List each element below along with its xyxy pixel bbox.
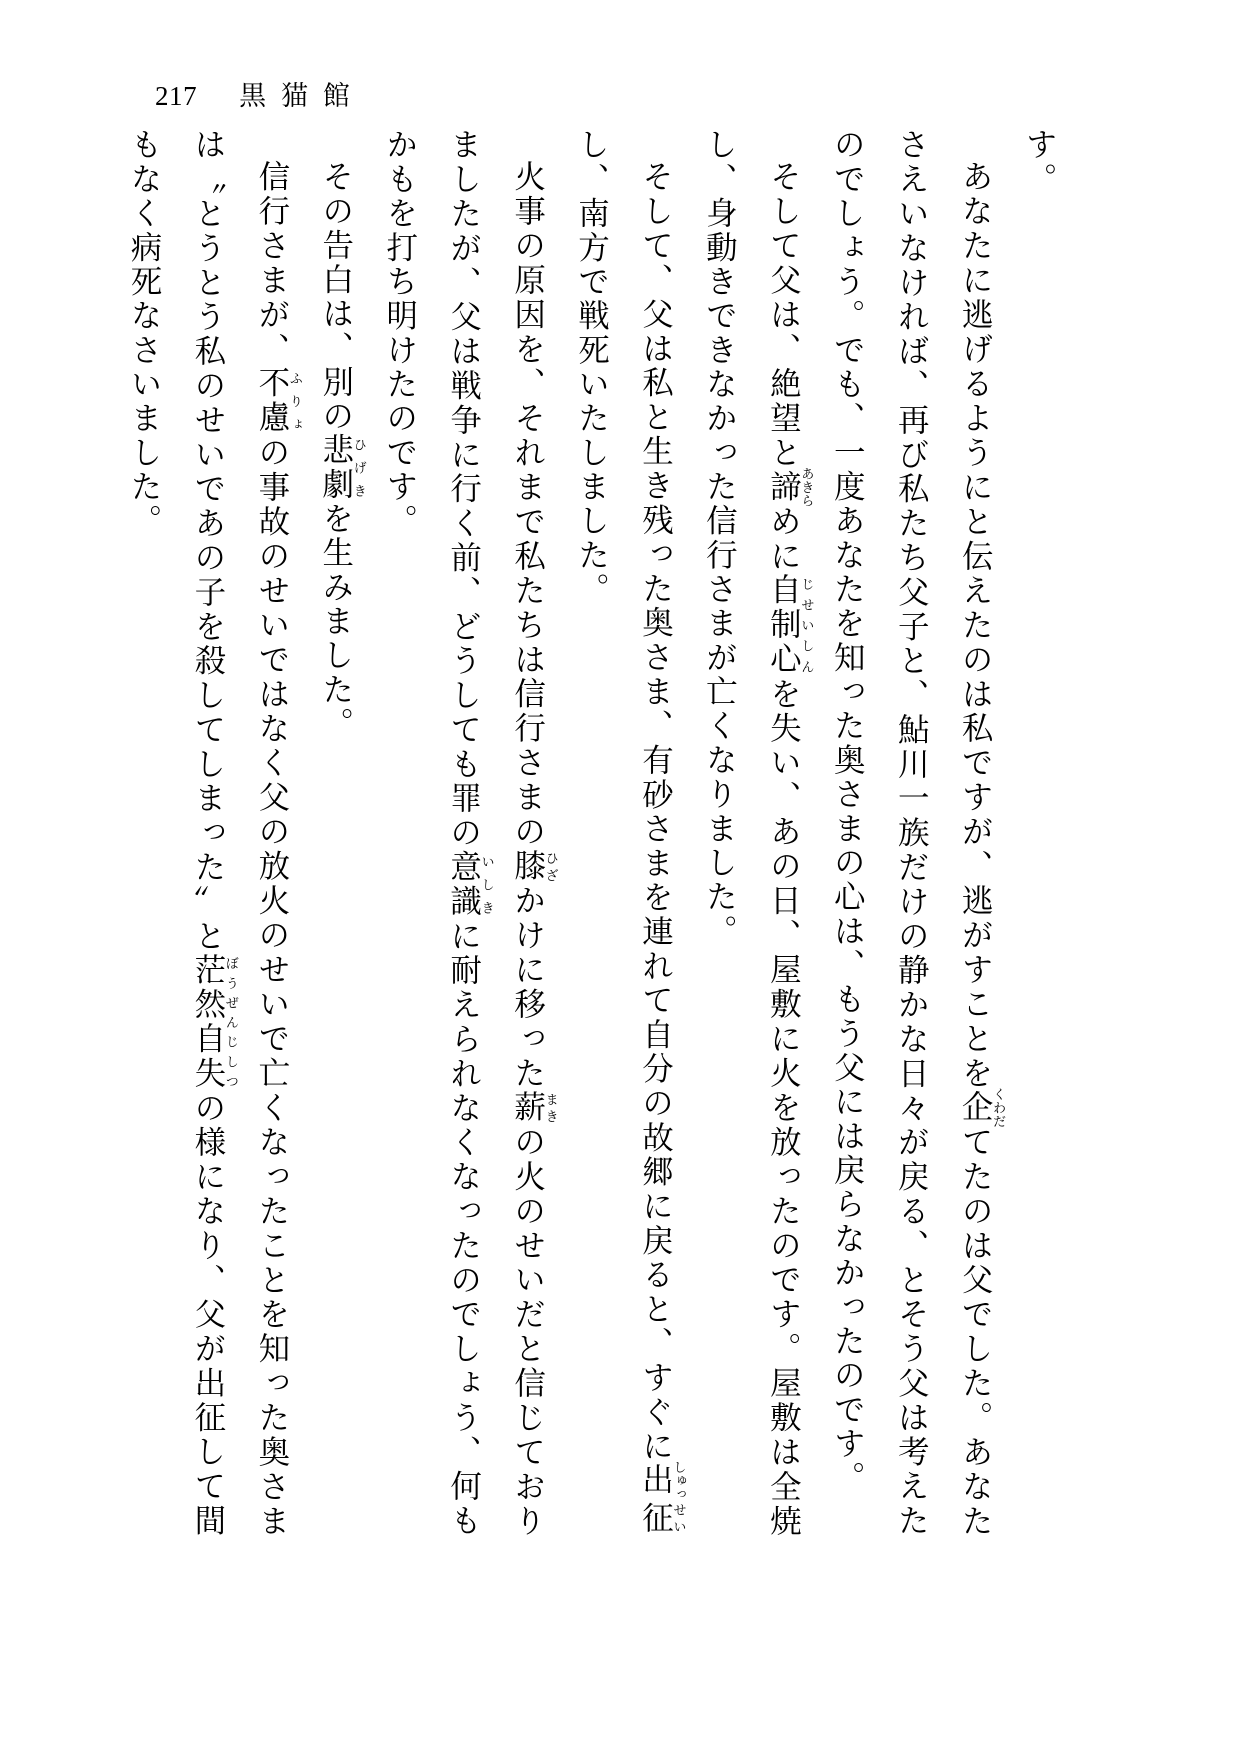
page-body — [112, 128, 1122, 1548]
ruby-annotation: 意識いしき — [446, 850, 495, 920]
ruby-annotation: 薪まき — [510, 1090, 559, 1125]
book-title: 黒猫館 — [239, 81, 365, 111]
ruby-annotation: 自制心じせいしん — [766, 573, 815, 677]
running-header — [155, 74, 365, 113]
ruby-annotation: 出しゅっ — [638, 1460, 687, 1501]
ruby-annotation: 諦あきら — [766, 466, 815, 508]
paragraph: その告白は、別の悲劇ひげきを生みました。 — [318, 159, 367, 741]
paragraph: そして、父は私と生き残った奥さま、有砂さまを連れて自分の故郷に戻ると、すぐに出しゅっ征せいし、南方で戦死いたしました。 — [574, 128, 687, 1535]
page-number: 217 — [155, 81, 198, 111]
ruby-annotation: 企くわだ — [958, 1087, 1007, 1128]
paragraph: 火事の原因を、それまで私たちは信行さまの膝ひざかけに移った薪まきの火のせいだと信じておりましたが、父は戦争に行く前、どうしても罪の意識いしきに耐えられなくなったのでしょう、何もかもを打ち明けたのです。 — [382, 128, 559, 1538]
paragraph: 信行さまが、不慮ふりょの事故のせいではなく父の放火のせいで亡くなったことを知った奥さまは〝とうとう私のせいであの子を殺してしまった〟と茫然自失ぼうぜんじしつの様になり、父が出征して間もなく病死なさいました。 — [126, 128, 303, 1539]
paragraph: そして父は、絶望と諦あきらめに自制心じせいしんを失い、あの日、屋敷に火を放ったのです。屋敷は全焼し、身動きできなかった信行さまが亡くなりました。 — [702, 128, 815, 1538]
ruby-annotation: 膝ひざ — [510, 848, 559, 884]
ruby-annotation: 征せい — [638, 1500, 687, 1535]
vertical-text-block — [112, 128, 1071, 1538]
paragraph: あなたに逃げるようにと伝えたのは私ですが、逃がすことを企くわだてたのは父でした。あなたさえいなければ、再び私たち父子と、鮎川一族だけの静かな日々が戻る、とそう父は考えたのでしょう。でも、一度あなたを知った奥さまの心は、もう父には戻らなかったのです。 — [830, 128, 1007, 1538]
ruby-annotation: 茫然自失ぼうぜんじしつ — [190, 953, 239, 1092]
ruby-annotation: 不慮ふりょ — [254, 366, 303, 436]
paragraph: す。 — [1022, 128, 1058, 197]
ruby-annotation: 悲劇ひげき — [318, 432, 367, 502]
